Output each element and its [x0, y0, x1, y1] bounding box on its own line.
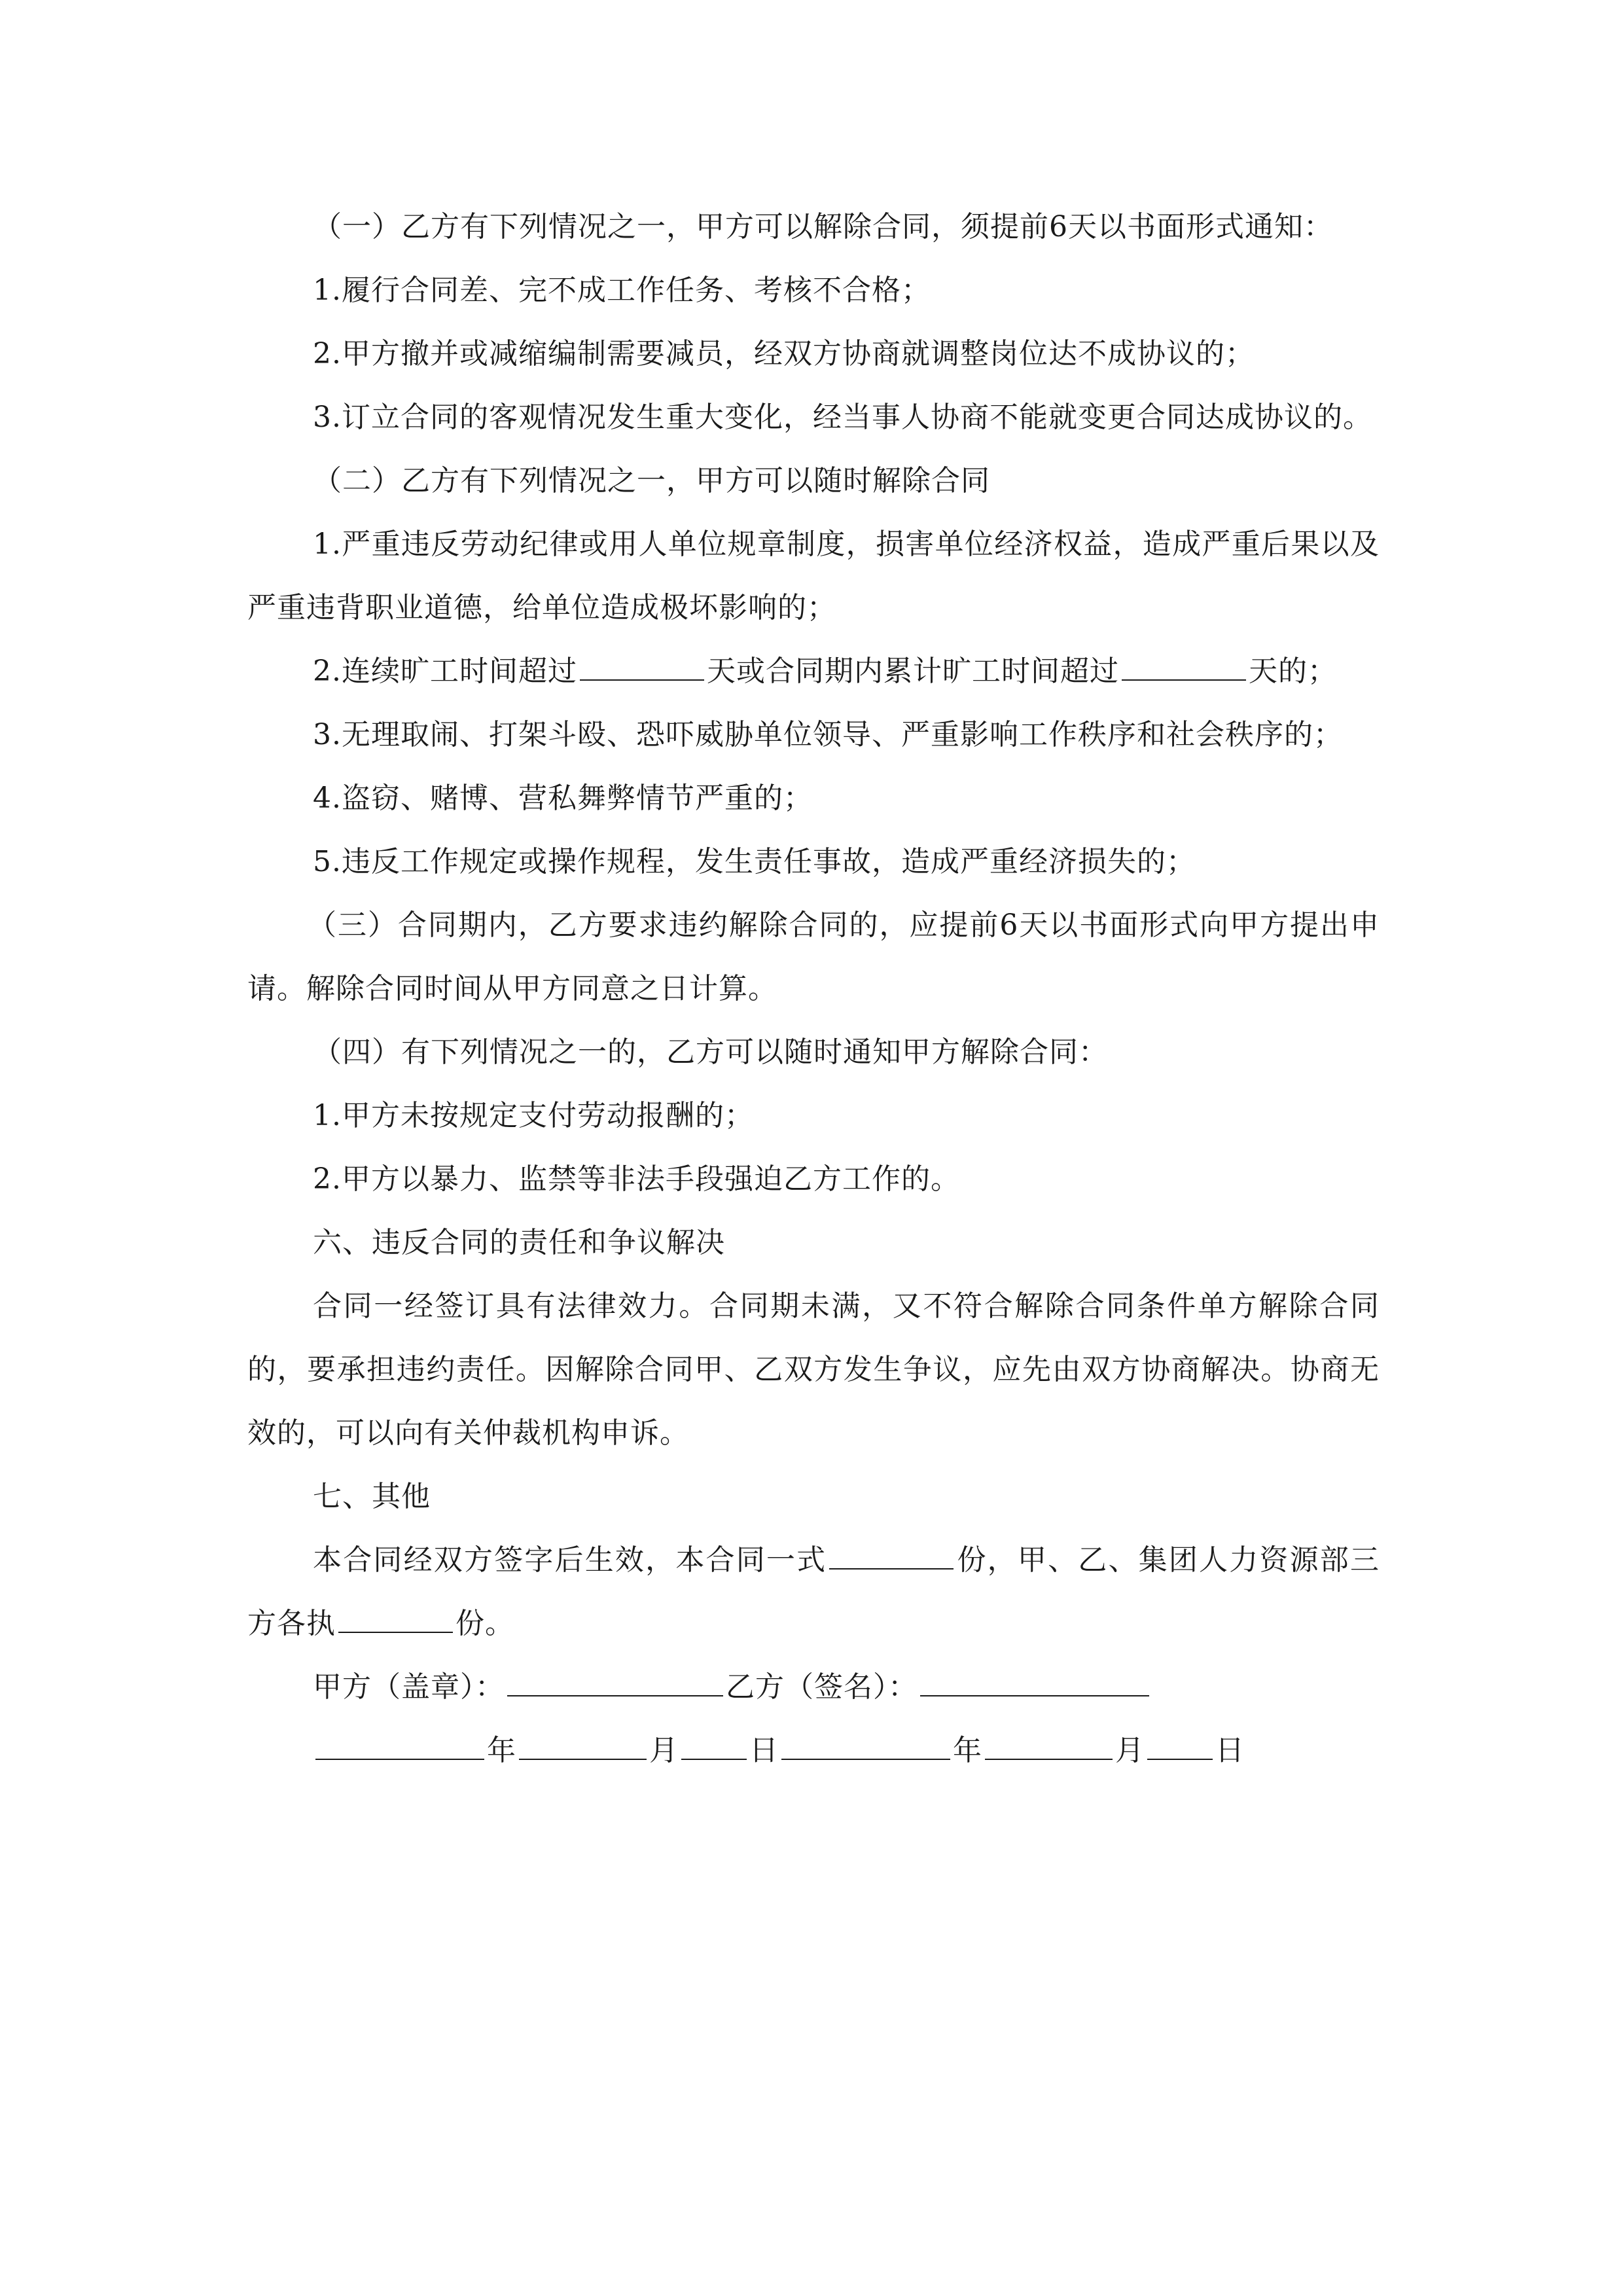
party-a-seal-blank[interactable] — [507, 1669, 723, 1696]
date-line — [247, 1719, 1380, 1782]
document-page — [247, 195, 1380, 1782]
party-a-label: 甲方（盖章）： — [313, 1670, 505, 1704]
section-1-heading: （一）乙方有下列情况之一，甲方可以解除合同，须提前6天以书面形式通知： — [313, 210, 1333, 243]
section-7-body — [247, 1528, 1380, 1655]
party-a-month-label: 月 — [649, 1734, 679, 1767]
section-7-text-a: 本合同经双方签字后生效，本合同一式 — [313, 1543, 827, 1577]
section-2-item-2-text-c: 天的； — [1248, 655, 1337, 688]
section-7-title: 七、其他 — [313, 1480, 431, 1513]
party-b-label: 乙方（签名）： — [726, 1670, 918, 1704]
section-2-item-2 — [247, 639, 1380, 703]
signature-line — [247, 1655, 1380, 1719]
party-b-signature-blank[interactable] — [920, 1669, 1149, 1696]
copies-each-blank[interactable] — [338, 1605, 453, 1633]
section-2-item-2-text-a: 2.连续旷工时间超过 — [313, 655, 577, 688]
party-b-year-blank[interactable] — [781, 1732, 950, 1760]
party-a-day-blank[interactable] — [681, 1732, 747, 1760]
copies-count-blank[interactable] — [829, 1542, 954, 1570]
section-7-text-b: 份，甲、乙、集团人力资源部三方各执 — [247, 1543, 1380, 1640]
party-a-month-blank[interactable] — [519, 1732, 647, 1760]
section-2-item-4: 4.盗窃、赌博、营私舞弊情节严重的； — [313, 781, 813, 815]
section-4-item-2: 2.甲方以暴力、监禁等非法手段强迫乙方工作的。 — [313, 1162, 960, 1196]
section-4-item-1: 1.甲方未按规定支付劳动报酬的； — [313, 1099, 754, 1132]
section-1-item-2: 2.甲方撤并或减缩编制需要减员，经双方协商就调整岗位达不成协议的； — [313, 337, 1255, 370]
party-b-month-label: 月 — [1115, 1734, 1145, 1767]
section-2-item-5: 5.违反工作规定或操作规程，发生责任事故，造成严重经济损失的； — [313, 845, 1196, 878]
party-a-year-blank[interactable] — [315, 1732, 484, 1760]
section-7-text-c: 份。 — [455, 1607, 514, 1640]
section-2-heading: （二）乙方有下列情况之一，甲方可以随时解除合同 — [313, 464, 990, 497]
section-1-item-1: 1.履行合同差、完不成工作任务、考核不合格； — [313, 274, 931, 307]
section-3-paragraph: （三）合同期内，乙方要求违约解除合同的，应提前6天以书面形式向甲方提出申请。解除合同时间从甲方同意之日计算。 — [247, 908, 1380, 1005]
absence-days-blank[interactable] — [580, 653, 704, 681]
section-4-heading: （四）有下列情况之一的，乙方可以随时通知甲方解除合同： — [313, 1035, 1108, 1069]
party-b-month-blank[interactable] — [985, 1732, 1113, 1760]
section-6-body: 合同一经签订具有法律效力。合同期未满，又不符合解除合同条件单方解除合同的，要承担违约责任。因解除合同甲、乙双方发生争议，应先由双方协商解决。协商无效的，可以向有关仲裁机构申诉。 — [247, 1289, 1380, 1450]
party-a-year-label: 年 — [487, 1734, 516, 1767]
section-2-item-3: 3.无理取闹、打架斗殴、恐吓威胁单位领导、严重影响工作秩序和社会秩序的； — [313, 718, 1343, 751]
section-2-item-2-text-b: 天或合同期内累计旷工时间超过 — [706, 655, 1119, 688]
cumulative-absence-days-blank[interactable] — [1122, 653, 1246, 681]
party-b-day-blank[interactable] — [1147, 1732, 1213, 1760]
party-a-day-label: 日 — [749, 1734, 779, 1767]
party-b-day-label: 日 — [1215, 1734, 1245, 1767]
party-b-year-label: 年 — [953, 1734, 982, 1767]
section-1-item-3: 3.订立合同的客观情况发生重大变化，经当事人协商不能就变更合同达成协议的。 — [313, 401, 1372, 434]
section-6-title: 六、违反合同的责任和争议解决 — [313, 1226, 725, 1259]
section-2-item-1: 1.严重违反劳动纪律或用人单位规章制度，损害单位经济权益，造成严重后果以及严重违背职业道德，给单位造成极坏影响的； — [247, 528, 1380, 624]
